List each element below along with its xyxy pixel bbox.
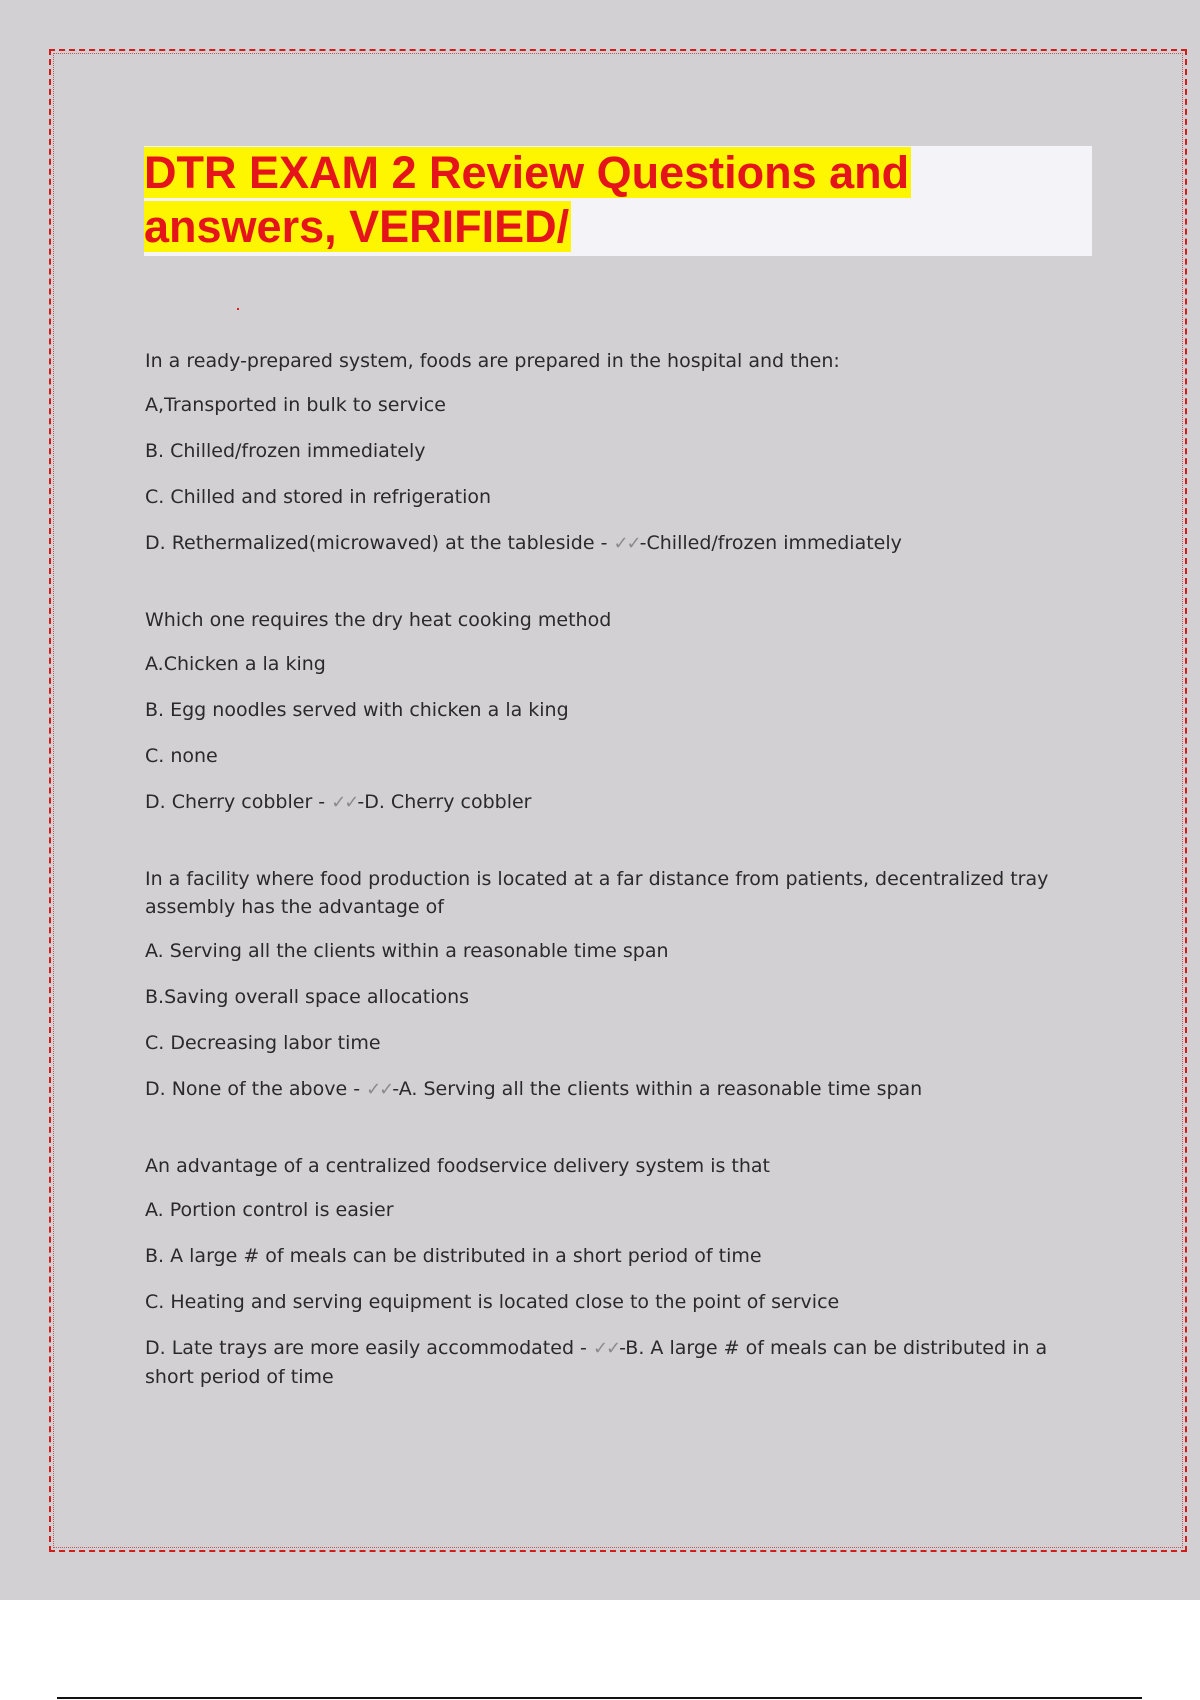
title-line-2: answers, VERIFIED/ (144, 201, 570, 252)
double-check-icon: ✓✓ (613, 533, 640, 554)
footer-rule (57, 1697, 1142, 1699)
option-a: A,Transported in bulk to service (145, 394, 446, 416)
question-block (145, 606, 1095, 817)
option-d-with-answer (145, 529, 1095, 558)
question-text: In a ready-prepared system, foods are prepared in the hospital and then: (145, 350, 840, 372)
option-a: A. Serving all the clients within a reasonable time span (145, 940, 669, 962)
answer-text: -B. A large # of meals can be distributed in a short period of time (145, 1337, 1048, 1388)
double-check-icon: ✓✓ (331, 792, 358, 813)
option-c: C. Heating and serving equipment is located close to the point of service (145, 1291, 840, 1313)
option-c: C. none (145, 745, 218, 767)
answer-text: -D. Cherry cobbler (357, 791, 532, 813)
option-d-with-answer (145, 788, 1095, 817)
double-check-icon: ✓✓ (366, 1079, 393, 1100)
option-a: A.Chicken a la king (145, 653, 326, 675)
option-c: C. Decreasing labor time (145, 1032, 381, 1054)
option-b: B. Chilled/frozen immediately (145, 440, 426, 462)
question-block (145, 347, 1095, 558)
answer-text: -Chilled/frozen immediately (639, 532, 902, 554)
option-d-with-answer (145, 1334, 1095, 1391)
option-c: C. Chilled and stored in refrigeration (145, 486, 492, 508)
option-d-with-answer (145, 1075, 1095, 1104)
question-block (145, 865, 1095, 1104)
option-a: A. Portion control is easier (145, 1199, 394, 1221)
questions-list (145, 347, 1095, 1439)
question-block (145, 1152, 1095, 1391)
document-title (144, 146, 1092, 254)
question-text: Which one requires the dry heat cooking method (145, 609, 612, 631)
question-text: An advantage of a centralized foodservice delivery system is that (145, 1155, 770, 1177)
option-d: D. Cherry cobbler - (145, 791, 332, 813)
answer-text: -A. Serving all the clients within a reasonable time span (392, 1078, 923, 1100)
question-text: In a facility where food production is located at a far distance from patients, decentralized tray assembly has the advantage of (145, 868, 1049, 918)
title-line-1: DTR EXAM 2 Review Questions and (144, 147, 910, 198)
option-b: B. A large # of meals can be distributed in a short period of time (145, 1245, 762, 1267)
option-b: B. Egg noodles served with chicken a la king (145, 699, 569, 721)
double-check-icon: ✓✓ (592, 1338, 620, 1359)
option-d: D. Late trays are more easily accommodated - (145, 1337, 593, 1359)
option-b: B.Saving overall space allocations (145, 986, 470, 1008)
option-d: D. Rethermalized(microwaved) at the tableside - (145, 532, 614, 554)
red-dot-mark (237, 308, 239, 310)
option-d: D. None of the above - (145, 1078, 367, 1100)
title-block (144, 146, 1092, 256)
